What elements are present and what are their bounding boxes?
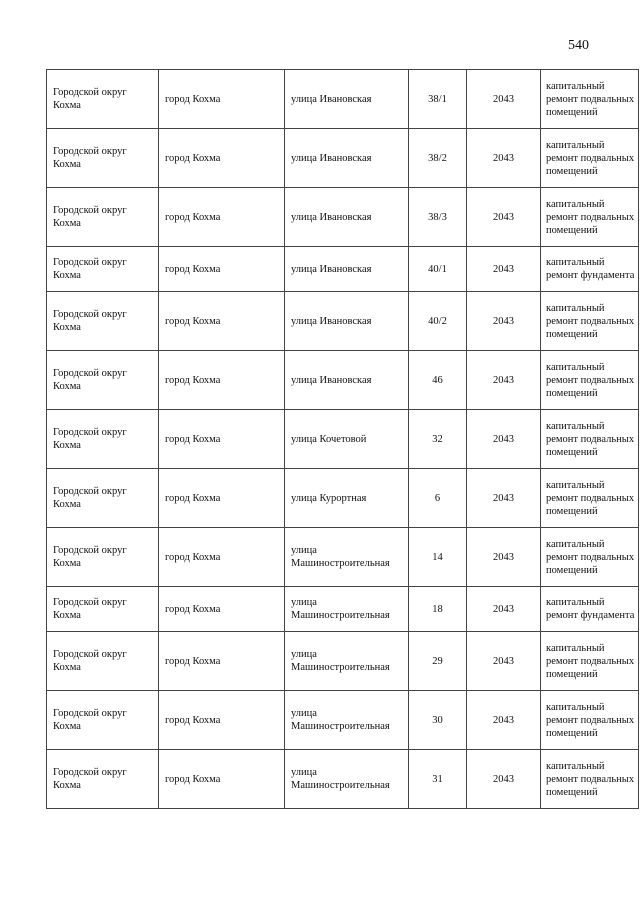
house-number-cell: 29 [409,632,467,691]
work-type-cell: капитальный ремонт подвальных помещений [541,129,639,188]
table-row [47,410,639,469]
street-cell: улица Машиностроительная [285,528,409,587]
street-cell: улица Курортная [285,469,409,528]
work-type-cell: капитальный ремонт подвальных помещений [541,351,639,410]
municipality-cell: Городской округ Кохма [47,188,159,247]
locality-cell: город Кохма [159,750,285,809]
municipality-cell: Городской округ Кохма [47,247,159,292]
year-cell: 2043 [467,632,541,691]
municipality-cell: Городской округ Кохма [47,528,159,587]
register-table [46,69,639,809]
table-row [47,247,639,292]
locality-cell: город Кохма [159,70,285,129]
year-cell: 2043 [467,247,541,292]
work-type-cell: капитальный ремонт подвальных помещений [541,691,639,750]
table-row [47,351,639,410]
street-cell: улица Машиностроительная [285,691,409,750]
year-cell: 2043 [467,410,541,469]
locality-cell: город Кохма [159,632,285,691]
work-type-cell: капитальный ремонт подвальных помещений [541,632,639,691]
municipality-cell: Городской округ Кохма [47,70,159,129]
street-cell: улица Ивановская [285,247,409,292]
work-type-cell: капитальный ремонт подвальных помещений [541,750,639,809]
street-cell: улица Ивановская [285,129,409,188]
year-cell: 2043 [467,292,541,351]
year-cell: 2043 [467,750,541,809]
municipality-cell: Городской округ Кохма [47,129,159,188]
work-type-cell: капитальный ремонт подвальных помещений [541,70,639,129]
street-cell: улица Ивановская [285,70,409,129]
locality-cell: город Кохма [159,188,285,247]
house-number-cell: 38/2 [409,129,467,188]
municipality-cell: Городской округ Кохма [47,292,159,351]
street-cell: улица Машиностроительная [285,750,409,809]
locality-cell: город Кохма [159,528,285,587]
municipality-cell: Городской округ Кохма [47,351,159,410]
house-number-cell: 18 [409,587,467,632]
year-cell: 2043 [467,70,541,129]
locality-cell: город Кохма [159,469,285,528]
house-number-cell: 14 [409,528,467,587]
locality-cell: город Кохма [159,691,285,750]
table-row [47,469,639,528]
house-number-cell: 30 [409,691,467,750]
table-row [47,292,639,351]
year-cell: 2043 [467,188,541,247]
work-type-cell: капитальный ремонт подвальных помещений [541,410,639,469]
year-cell: 2043 [467,469,541,528]
work-type-cell: капитальный ремонт подвальных помещений [541,292,639,351]
table-row [47,70,639,129]
municipality-cell: Городской округ Кохма [47,691,159,750]
year-cell: 2043 [467,691,541,750]
municipality-cell: Городской округ Кохма [47,410,159,469]
register-table-body [47,70,639,809]
table-row [47,188,639,247]
work-type-cell: капитальный ремонт фундамента [541,587,639,632]
work-type-cell: капитальный ремонт подвальных помещений [541,188,639,247]
municipality-cell: Городской округ Кохма [47,587,159,632]
year-cell: 2043 [467,587,541,632]
table-row [47,587,639,632]
table-row [47,750,639,809]
locality-cell: город Кохма [159,587,285,632]
house-number-cell: 38/3 [409,188,467,247]
house-number-cell: 31 [409,750,467,809]
year-cell: 2043 [467,129,541,188]
locality-cell: город Кохма [159,129,285,188]
locality-cell: город Кохма [159,410,285,469]
street-cell: улица Ивановская [285,188,409,247]
locality-cell: город Кохма [159,247,285,292]
table-row [47,691,639,750]
municipality-cell: Городской округ Кохма [47,750,159,809]
locality-cell: город Кохма [159,292,285,351]
house-number-cell: 38/1 [409,70,467,129]
year-cell: 2043 [467,351,541,410]
table-row [47,632,639,691]
house-number-cell: 6 [409,469,467,528]
street-cell: улица Машиностроительная [285,587,409,632]
house-number-cell: 32 [409,410,467,469]
street-cell: улица Ивановская [285,292,409,351]
page-number: 540 [568,38,589,53]
street-cell: улица Кочетовой [285,410,409,469]
street-cell: улица Ивановская [285,351,409,410]
work-type-cell: капитальный ремонт подвальных помещений [541,469,639,528]
locality-cell: город Кохма [159,351,285,410]
house-number-cell: 40/2 [409,292,467,351]
work-type-cell: капитальный ремонт подвальных помещений [541,528,639,587]
municipality-cell: Городской округ Кохма [47,469,159,528]
year-cell: 2043 [467,528,541,587]
municipality-cell: Городской округ Кохма [47,632,159,691]
house-number-cell: 40/1 [409,247,467,292]
table-row [47,129,639,188]
house-number-cell: 46 [409,351,467,410]
street-cell: улица Машиностроительная [285,632,409,691]
work-type-cell: капитальный ремонт фундамента [541,247,639,292]
table-row [47,528,639,587]
